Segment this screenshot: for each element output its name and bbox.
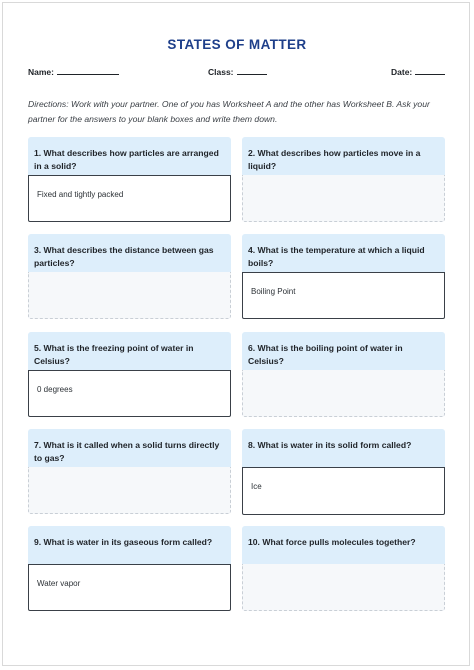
question-text: 6. What is the boiling point of water in Celsius? — [242, 332, 445, 370]
question-card-4 — [242, 234, 445, 319]
answer-box[interactable] — [28, 370, 231, 417]
question-card-7 — [28, 429, 231, 514]
date-line[interactable] — [415, 66, 445, 75]
question-card-3 — [28, 234, 231, 319]
name-label: Name: — [28, 67, 54, 77]
question-card-8 — [242, 429, 445, 514]
class-line[interactable] — [237, 66, 267, 75]
question-card-10 — [242, 526, 445, 611]
answer-box[interactable] — [242, 272, 445, 319]
directions-text: Directions: Work with your partner. One of you has Worksheet A and the other has Worksheet B. Ask your partner for the answers to your blank boxes and write them down. — [28, 99, 430, 124]
name-field[interactable] — [28, 66, 119, 77]
answer-box[interactable] — [28, 272, 231, 319]
question-card-2 — [242, 137, 445, 222]
question-card-9 — [28, 526, 231, 611]
answer-box[interactable] — [28, 467, 231, 514]
answer-text: Fixed and tightly packed — [37, 190, 124, 199]
name-line[interactable] — [57, 66, 119, 75]
date-label: Date: — [391, 67, 413, 77]
answer-box[interactable] — [242, 370, 445, 417]
question-card-6 — [242, 332, 445, 417]
answer-box[interactable] — [242, 564, 445, 611]
question-text: 10. What force pulls molecules together? — [242, 526, 445, 564]
answer-box[interactable] — [242, 467, 445, 515]
question-text: 7. What is it called when a solid turns directly to gas? — [28, 429, 231, 467]
answer-text: Boiling Point — [251, 287, 296, 296]
class-field[interactable] — [208, 66, 267, 77]
question-text: 8. What is water in its solid form called? — [242, 429, 445, 467]
question-text: 1. What describes how particles are arranged in a solid? — [28, 137, 231, 175]
question-text: 9. What is water in its gaseous form called? — [28, 526, 231, 564]
question-text: 4. What is the temperature at which a liquid boils? — [242, 234, 445, 272]
question-text: 5. What is the freezing point of water in Celsius? — [28, 332, 231, 370]
class-label: Class: — [208, 67, 234, 77]
worksheet-title: STATES OF MATTER — [167, 37, 307, 52]
answer-text: Water vapor — [37, 579, 81, 588]
answer-box[interactable] — [242, 175, 445, 222]
question-card-1 — [28, 137, 231, 222]
answer-text: 0 degrees — [37, 385, 73, 394]
answer-box[interactable] — [28, 564, 231, 611]
question-text: 3. What describes the distance between gas particles? — [28, 234, 231, 272]
date-field[interactable] — [391, 66, 445, 77]
answer-text: Ice — [251, 482, 262, 491]
question-text: 2. What describes how particles move in a liquid? — [242, 137, 445, 175]
answer-box[interactable] — [28, 175, 231, 222]
question-card-5 — [28, 332, 231, 417]
